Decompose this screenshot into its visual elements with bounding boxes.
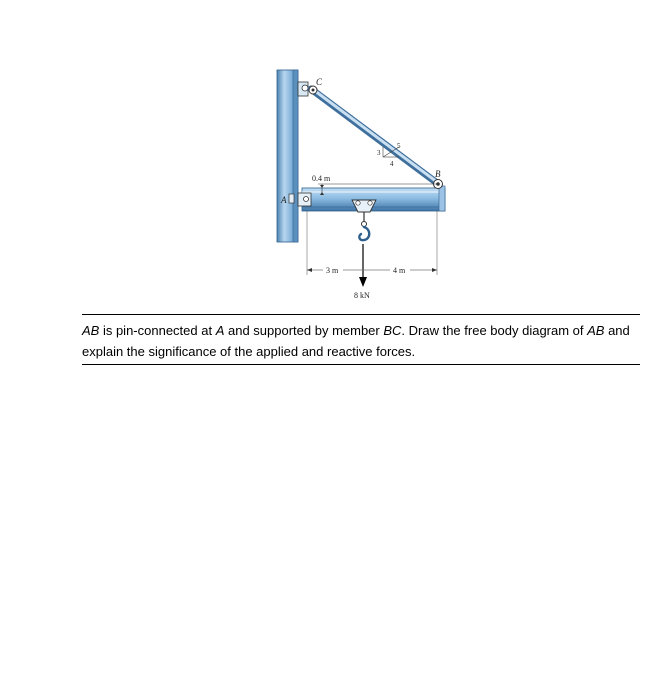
pin-a [304, 197, 309, 202]
slope-hyp-label: 5 [397, 142, 401, 150]
beam-end-plate [439, 186, 445, 211]
offset-label: 0.4 m [312, 174, 331, 183]
statement-text-4: and explain the significance of the applied and reactive forces. [82, 323, 630, 359]
member-bc-highlight [311, 88, 437, 182]
member-ab-ref: AB [82, 323, 100, 338]
point-a-ref: A [215, 323, 225, 338]
label-b: B [435, 169, 441, 179]
statement-text-3: . Draw the free body diagram of [401, 323, 588, 338]
statement-text-2: and supported by member [224, 323, 384, 338]
problem-statement [82, 314, 640, 365]
load-label: 8 kN [354, 291, 370, 300]
trolley-wheel-right [368, 201, 372, 205]
pin-a-detail [289, 194, 294, 203]
slope-run-label: 4 [390, 160, 394, 168]
statement-text-1: is pin-connected at [99, 323, 216, 338]
pin-c-back [302, 85, 308, 91]
dim-arrow-left [307, 268, 312, 272]
slope-rise-label: 3 [377, 149, 381, 157]
member-ab-ref-2: AB [587, 323, 605, 338]
wall-column-flange [293, 70, 298, 242]
pin-c-dot [312, 89, 315, 92]
crane-figure [0, 0, 671, 310]
offset-arrow-top [320, 185, 324, 188]
label-c: C [316, 77, 323, 87]
trolley-wheel-left [356, 201, 360, 205]
dim-arrow-right [432, 268, 437, 272]
hook-ring [362, 222, 367, 227]
dim-right-label: 4 m [393, 266, 406, 275]
dim-left-label: 3 m [326, 266, 339, 275]
hook [359, 227, 369, 240]
member-bc-ref: BC [383, 323, 402, 338]
label-a: A [281, 195, 287, 205]
load-arrow-head [359, 277, 367, 287]
